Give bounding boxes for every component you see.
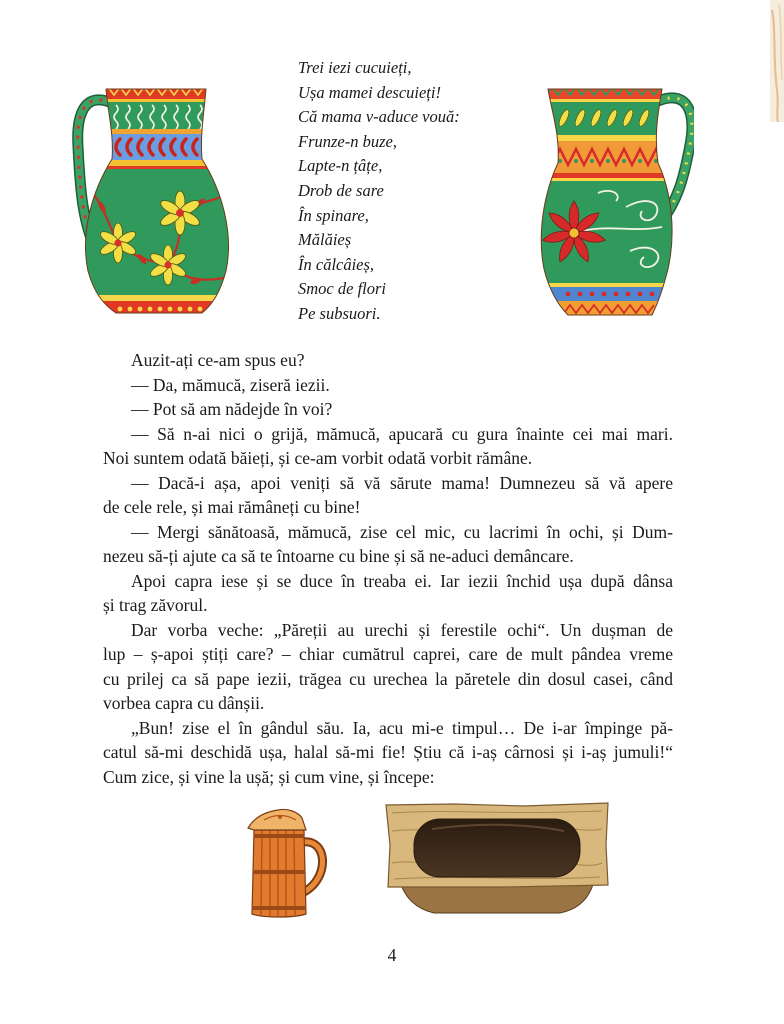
poem-line: Pe subsuori. xyxy=(298,303,381,323)
body-line: — Mergi sănătoasă, mămucă, zise cel mic, cu lacrimi în ochi, și Dum- xyxy=(131,521,673,542)
wooden-jug-illustration xyxy=(244,806,328,920)
body-line: Apoi capra iese și se duce în treaba ei. Iar iezii închid ușa după dânsa xyxy=(131,570,673,591)
story-text xyxy=(103,348,673,789)
body-line: Dar vorba veche: „Păreții au urechi și ferestile ochi“. Un dușman de xyxy=(131,619,673,640)
body-line: — Pot să am nădejde în voi? xyxy=(131,399,333,419)
left-jug-body xyxy=(72,83,234,323)
poem-line: Smoc de flori xyxy=(298,279,386,299)
body-line: Auzit-ați ce-am spus eu? xyxy=(131,350,305,370)
page-number: 4 xyxy=(387,945,397,965)
poem-line: Frunze-n buze, xyxy=(298,131,397,151)
body-line: vorbea capra cu dânșii. xyxy=(103,693,265,713)
poem-line: Drob de sare xyxy=(298,180,384,200)
body-line: catul să-mi deschidă ușa, halal să-mi fie! Știu că i-aș cârnosi și i-aș jumuli!“ xyxy=(103,742,673,762)
right-painted-jug-illustration xyxy=(538,83,694,325)
body-line: nezeu să-ți ajute ca să te întoarne cu bine și să ne-aduci demâncare. xyxy=(103,546,574,566)
body-line: „Bun! zise el în gândul său. Ia, acu mi-e timpul… De i-ar împinge pă- xyxy=(131,717,673,738)
body-line: de cele rele, și mai rămâneți cu bine! xyxy=(103,497,361,517)
body-line: cu prilej ca să pape iezii, trăgea cu urechea la păretele din dosul casei, când xyxy=(103,668,673,689)
body-line: — Să n-ai nici o grijă, mămucă, apucară cu gura înainte cei mai mari. xyxy=(131,423,673,444)
poem-line: Lapte-n țâțe, xyxy=(298,156,383,176)
adjacent-page-edge xyxy=(770,0,784,122)
body-line: Cum zice, și vine la ușă; și cum vine, și începe: xyxy=(103,766,435,787)
body-line: Noi suntem odată băieți, și ce-am vorbit odată vorbit rămâne. xyxy=(103,448,533,468)
poem-line: Trei iezi cucuieți, xyxy=(298,58,412,77)
body-line: lup – ș-apoi știți care? – chiar cumătrul caprei, care de mult pândea vreme xyxy=(103,644,673,664)
poem-line: Că mama v-aduce vouă: xyxy=(298,107,460,127)
wooden-trough-illustration xyxy=(384,801,610,915)
poem-line: În spinare, xyxy=(298,205,369,225)
poem-line: Ușa mamei descuieți! xyxy=(298,82,441,102)
body-line: — Da, mămucă, ziseră iezii. xyxy=(131,374,330,395)
poem xyxy=(298,56,460,327)
poem-line: În călcâieș, xyxy=(298,254,375,274)
left-painted-jug-illustration xyxy=(72,83,234,323)
body-line: — Dacă-i așa, apoi veniți să vă sărute mama! Dumnezeu să vă apere xyxy=(131,472,673,493)
poem-line: Mălăieș xyxy=(298,230,352,250)
body-line: și trag zăvorul. xyxy=(103,595,208,615)
